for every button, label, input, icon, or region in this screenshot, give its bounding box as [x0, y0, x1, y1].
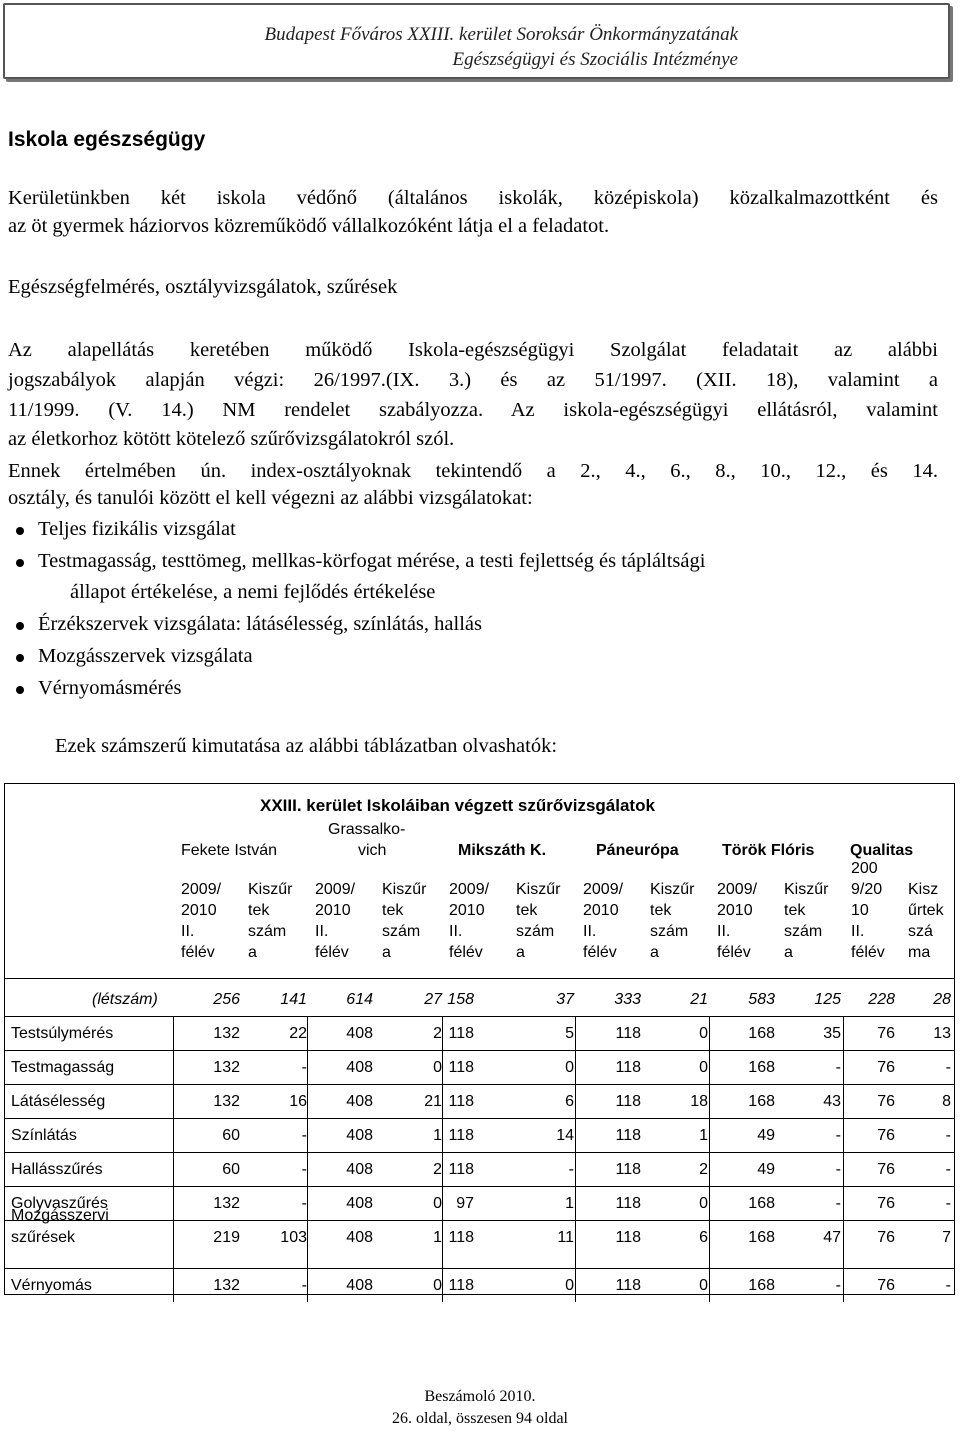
header-divider: [5, 978, 954, 979]
table-cell: 168: [748, 1229, 775, 1246]
table-cell: 118: [615, 1025, 641, 1042]
table-cell: 118: [615, 1161, 641, 1178]
table-cell: 158: [447, 991, 474, 1008]
table-cell: 76: [877, 1195, 895, 1212]
column-separator: [173, 1118, 174, 1152]
bullet-dot-icon: [16, 686, 24, 694]
table-cell: -: [945, 1161, 951, 1178]
table-cell: 118: [448, 1161, 474, 1178]
table-cell: 1: [565, 1195, 574, 1212]
column-separator: [442, 1118, 443, 1152]
school-header: Török Flóris: [722, 842, 815, 859]
table-cell: -: [835, 1277, 841, 1294]
column-separator: [575, 1186, 576, 1220]
column-separator: [575, 1152, 576, 1186]
subheader-period: 2009/: [181, 881, 222, 898]
column-separator: [575, 1084, 576, 1118]
bullet-item: Érzékszervek vizsgálata: látásélesség, színlátás, hallás: [38, 613, 482, 636]
table-cell: 333: [614, 991, 641, 1008]
column-separator: [709, 1050, 710, 1084]
table-cell: 35: [823, 1025, 841, 1042]
table-cell: 0: [699, 1195, 708, 1212]
table-cell: 118: [615, 1229, 641, 1246]
table-cell: 18: [690, 1093, 708, 1110]
row-separator: [5, 1084, 954, 1085]
table-cell: 1: [699, 1127, 708, 1144]
table-cell: 7: [942, 1229, 951, 1246]
column-separator: [709, 1268, 710, 1302]
column-separator: [709, 1186, 710, 1220]
table-cell: 614: [346, 991, 373, 1008]
table-cell: 21: [690, 991, 708, 1008]
table-cell: 47: [823, 1229, 841, 1246]
table-cell: -: [301, 1127, 307, 1144]
column-separator: [442, 1016, 443, 1050]
subheader-count: tek: [382, 902, 404, 919]
row-label: Testsúlymérés: [11, 1025, 114, 1042]
row-separator: [5, 1118, 954, 1119]
page-title: Iskola egészségügy: [8, 128, 206, 151]
table-cell: 168: [748, 1059, 775, 1076]
table-cell: -: [301, 1195, 307, 1212]
table-cell: -: [568, 1161, 574, 1178]
table-cell: 0: [699, 1059, 708, 1076]
table-cell: 0: [565, 1277, 574, 1294]
subheader-period: félév: [851, 944, 885, 961]
subheader-period: félév: [717, 944, 751, 961]
table-cell: 118: [615, 1127, 641, 1144]
subheader-period: 200: [851, 860, 878, 877]
table-cell: 118: [615, 1093, 641, 1110]
table-cell: 76: [877, 1059, 895, 1076]
subheader-period: II.: [181, 923, 195, 940]
table-cell: 132: [213, 1195, 240, 1212]
table-intro: Ezek számszerű kimutatása az alábbi táblázatban olvashatók:: [55, 735, 558, 757]
row-separator: [5, 1220, 954, 1221]
table-cell: 2: [433, 1161, 442, 1178]
bullet-continuation: állapot értékelése, a nemi fejlődés értékelése: [70, 581, 436, 603]
subheader-count: a: [784, 944, 793, 961]
row-label: Hallásszűrés: [11, 1161, 103, 1178]
table-cell: -: [835, 1161, 841, 1178]
table-cell: 2: [699, 1161, 708, 1178]
school-header: vich: [358, 842, 387, 859]
subheader-period: II.: [583, 923, 597, 940]
table-cell: -: [835, 1127, 841, 1144]
bullet-dot-icon: [16, 654, 24, 662]
table-cell: 168: [748, 1277, 775, 1294]
column-separator: [575, 1118, 576, 1152]
table-cell: 118: [448, 1127, 474, 1144]
row-label: Látásélesség: [11, 1093, 106, 1110]
column-separator: [307, 1016, 308, 1050]
column-separator: [442, 1084, 443, 1118]
subheader-period: II.: [449, 923, 463, 940]
header-box: [3, 3, 950, 79]
table-cell: 118: [448, 1059, 474, 1076]
bullet-dot-icon: [16, 559, 24, 567]
table-cell: 97: [456, 1195, 474, 1212]
table-cell: 22: [289, 1025, 307, 1042]
subheader-period: 2009/: [315, 881, 356, 898]
table-cell: 168: [748, 1195, 775, 1212]
intro-line-2: az öt gyermek háziorvos közreműködő vállalkozóként látja el a feladatot.: [8, 215, 610, 237]
table-cell: 408: [346, 1161, 373, 1178]
table-cell: -: [945, 1195, 951, 1212]
table-cell: 118: [448, 1277, 474, 1294]
table-cell: 132: [213, 1277, 240, 1294]
column-separator: [575, 1016, 576, 1050]
header-line-1: Budapest Főváros XXIII. kerület Soroksár Önkormányzatának: [264, 24, 738, 45]
subheader-period: 2010: [181, 902, 217, 919]
table-cell: -: [945, 1059, 951, 1076]
subheader-period: 2010: [315, 902, 351, 919]
table-cell: 408: [346, 1229, 373, 1246]
column-separator: [843, 1268, 844, 1302]
table-cell: -: [301, 1161, 307, 1178]
table-cell: 60: [222, 1127, 240, 1144]
table-cell: 408: [346, 1277, 373, 1294]
row-separator: [5, 1186, 954, 1187]
subheader-count: szám: [650, 923, 689, 940]
subheader-period: 2009/: [583, 881, 624, 898]
table-cell: 0: [433, 1059, 442, 1076]
school-header: Grassalko-: [328, 821, 406, 838]
column-separator: [442, 1186, 443, 1220]
row-separator: [5, 1152, 954, 1153]
column-separator: [173, 1016, 174, 1050]
table-cell: 0: [565, 1059, 574, 1076]
table-cell: 132: [213, 1059, 240, 1076]
subheader-count: szám: [516, 923, 555, 940]
row-label: (létszám): [92, 991, 158, 1008]
subheader-period: 2009/: [449, 881, 490, 898]
table-cell: 118: [615, 1059, 641, 1076]
subheader-count: tek: [248, 902, 270, 919]
table-cell: 49: [757, 1161, 775, 1178]
table-cell: 408: [346, 1093, 373, 1110]
subheader-period: 2010: [583, 902, 619, 919]
column-separator: [307, 1268, 308, 1302]
row-separator: [5, 1016, 954, 1017]
subheader-count: szám: [248, 923, 287, 940]
subheader-count: Kisz: [908, 881, 939, 898]
table-title: XXIII. kerület Iskoláiban végzett szűrővizsgálatok: [260, 796, 655, 815]
table-cell: 2: [433, 1025, 442, 1042]
table-cell: 76: [877, 1127, 895, 1144]
subheader-count: szám: [784, 923, 823, 940]
table-cell: 583: [748, 991, 775, 1008]
table-cell: 76: [877, 1025, 895, 1042]
table-cell: 125: [814, 991, 841, 1008]
column-separator: [575, 1050, 576, 1084]
intro-line-1: Kerületünkben két iskola védőnő (általános iskolák, középiskola) közalkalmazottként és: [8, 187, 938, 209]
table-cell: 132: [213, 1093, 240, 1110]
subheader-period: 2009/: [717, 881, 758, 898]
table-cell: 1: [433, 1127, 442, 1144]
school-header: Páneurópa: [596, 842, 679, 859]
column-separator: [442, 1050, 443, 1084]
table-cell: 0: [433, 1195, 442, 1212]
row-label: Mozgásszervi szűrések: [11, 1207, 109, 1246]
table-cell: 27: [424, 991, 442, 1008]
body-line-1: Az alapellátás keretében működő Iskola-egészségügyi Szolgálat feladatait az alábbi: [8, 339, 938, 361]
column-separator: [709, 1016, 710, 1050]
subheader-count: szá: [908, 923, 933, 940]
row-label: Testmagasság: [11, 1059, 115, 1076]
row-separator: [5, 1050, 954, 1051]
subheader-count: a: [650, 944, 659, 961]
bullet-dot-icon: [16, 527, 24, 535]
column-separator: [843, 1152, 844, 1186]
table-cell: -: [835, 1195, 841, 1212]
table-cell: 408: [346, 1127, 373, 1144]
table-cell: -: [301, 1277, 307, 1294]
subheader-period: félév: [449, 944, 483, 961]
column-separator: [843, 1016, 844, 1050]
table-cell: 49: [757, 1127, 775, 1144]
subheader-count: Kiszűr: [516, 881, 561, 898]
table-cell: 21: [424, 1093, 442, 1110]
column-separator: [307, 1118, 308, 1152]
subheader-count: Kiszűr: [650, 881, 695, 898]
header-line-2: Egészségügyi és Szociális Intézménye: [452, 49, 738, 70]
table-cell: 6: [565, 1093, 574, 1110]
column-separator: [173, 1050, 174, 1084]
table-cell: 37: [556, 991, 574, 1008]
body-line-6: osztály, és tanulói között el kell végezni az alábbi vizsgálatokat:: [8, 487, 533, 509]
subheader-count: tek: [784, 902, 806, 919]
column-separator: [307, 1152, 308, 1186]
row-label: Golyvaszűrés: [11, 1195, 108, 1212]
table-cell: 168: [748, 1025, 775, 1042]
table-cell: 118: [448, 1025, 474, 1042]
table-cell: 13: [933, 1025, 951, 1042]
school-header: Mikszáth K.: [458, 842, 547, 859]
subheader-count: a: [382, 944, 391, 961]
subheader-count: tek: [516, 902, 538, 919]
table-cell: 16: [289, 1093, 307, 1110]
table-cell: 118: [615, 1195, 641, 1212]
subheader-period: II.: [851, 923, 865, 940]
subheader-count: szám: [382, 923, 421, 940]
table-cell: 6: [699, 1229, 708, 1246]
table-cell: 76: [877, 1277, 895, 1294]
footer-line-2: 26. oldal, összesen 94 oldal: [392, 1410, 568, 1427]
column-separator: [173, 1268, 174, 1302]
column-separator: [843, 1186, 844, 1220]
table-cell: 76: [877, 1229, 895, 1246]
column-separator: [843, 1084, 844, 1118]
table-cell: 168: [748, 1093, 775, 1110]
table-cell: 1: [433, 1229, 442, 1246]
table-cell: 408: [346, 1059, 373, 1076]
subheader-period: 10: [851, 902, 869, 919]
table-cell: 76: [877, 1161, 895, 1178]
section-heading: Egészségfelmérés, osztályvizsgálatok, szűrések: [8, 276, 398, 298]
subheader-period: félév: [315, 944, 349, 961]
subheader-count: űrtek: [908, 902, 944, 919]
body-line-2: jogszabályok alapján végzi: 26/1997.(IX. 3.) és az 51/1997. (XII. 18), valamint a: [8, 369, 938, 391]
table-cell: 8: [942, 1093, 951, 1110]
table-cell: 43: [823, 1093, 841, 1110]
table-cell: 141: [280, 991, 307, 1008]
table-cell: 11: [557, 1229, 574, 1246]
table-cell: -: [945, 1277, 951, 1294]
subheader-period: 9/20: [851, 881, 883, 898]
table-cell: 118: [615, 1277, 641, 1294]
footer-line-1: Beszámoló 2010.: [424, 1388, 536, 1405]
column-separator: [307, 1050, 308, 1084]
table-cell: 228: [868, 991, 895, 1008]
table-cell: 103: [280, 1229, 307, 1246]
school-header: Fekete István: [181, 842, 278, 859]
table-cell: 132: [213, 1025, 240, 1042]
column-separator: [173, 1186, 174, 1220]
subheader-count: tek: [650, 902, 672, 919]
column-separator: [307, 1084, 308, 1118]
table-cell: 256: [213, 991, 240, 1008]
table-cell: 118: [448, 1093, 474, 1110]
subheader-period: II.: [315, 923, 329, 940]
row-label: Színlátás: [11, 1127, 77, 1144]
subheader-period: félév: [181, 944, 215, 961]
body-line-5: Ennek értelmében ún. index-osztályoknak tekintendő a 2., 4., 6., 8., 10., 12., és 14.: [8, 460, 938, 482]
body-line-4: az életkorhoz kötött kötelező szűrővizsgálatokról szól.: [8, 428, 455, 450]
body-line-3: 11/1999. (V. 14.) NM rendelet szabályozza. Az iskola-egészségügyi ellátásról, valamint: [8, 399, 938, 421]
column-separator: [843, 1118, 844, 1152]
school-header: Qualitas: [850, 842, 914, 859]
subheader-count: a: [516, 944, 525, 961]
table-cell: 219: [213, 1229, 240, 1246]
subheader-count: a: [248, 944, 257, 961]
subheader-count: ma: [908, 944, 931, 961]
table-cell: 0: [699, 1025, 708, 1042]
subheader-period: II.: [717, 923, 731, 940]
subheader-period: 2010: [717, 902, 753, 919]
table-cell: 14: [556, 1127, 574, 1144]
table-cell: 76: [877, 1093, 895, 1110]
column-separator: [709, 1084, 710, 1118]
subheader-period: 2010: [449, 902, 485, 919]
table-cell: -: [945, 1127, 951, 1144]
bullet-item: Vérnyomásmérés: [38, 677, 181, 700]
column-separator: [575, 1268, 576, 1302]
table-cell: 60: [222, 1161, 240, 1178]
row-separator: [5, 1268, 954, 1269]
subheader-count: Kiszűr: [382, 881, 427, 898]
table-cell: 408: [346, 1025, 373, 1042]
table-cell: 0: [433, 1277, 442, 1294]
subheader-count: Kiszűr: [248, 881, 293, 898]
column-separator: [173, 1084, 174, 1118]
table-cell: 5: [565, 1025, 574, 1042]
column-separator: [843, 1050, 844, 1084]
table-cell: 118: [448, 1229, 474, 1246]
bullet-item: Testmagasság, testtömeg, mellkas-körfogat mérése, a testi fejlettség és tápláltsági: [38, 550, 705, 573]
table-cell: 28: [933, 991, 951, 1008]
subheader-period: félév: [583, 944, 617, 961]
bullet-item: Mozgásszervek vizsgálata: [38, 645, 253, 668]
screening-table: [4, 783, 955, 1295]
bullet-item: Teljes fizikális vizsgálat: [38, 518, 236, 541]
row-label: Vérnyomás: [11, 1277, 92, 1294]
column-separator: [307, 1186, 308, 1220]
table-cell: -: [301, 1059, 307, 1076]
table-cell: 408: [346, 1195, 373, 1212]
bullet-dot-icon: [16, 622, 24, 630]
column-separator: [173, 1152, 174, 1186]
table-cell: -: [835, 1059, 841, 1076]
column-separator: [442, 1152, 443, 1186]
column-separator: [442, 1268, 443, 1302]
column-separator: [709, 1118, 710, 1152]
table-cell: 0: [699, 1277, 708, 1294]
column-separator: [709, 1152, 710, 1186]
subheader-count: Kiszűr: [784, 881, 829, 898]
